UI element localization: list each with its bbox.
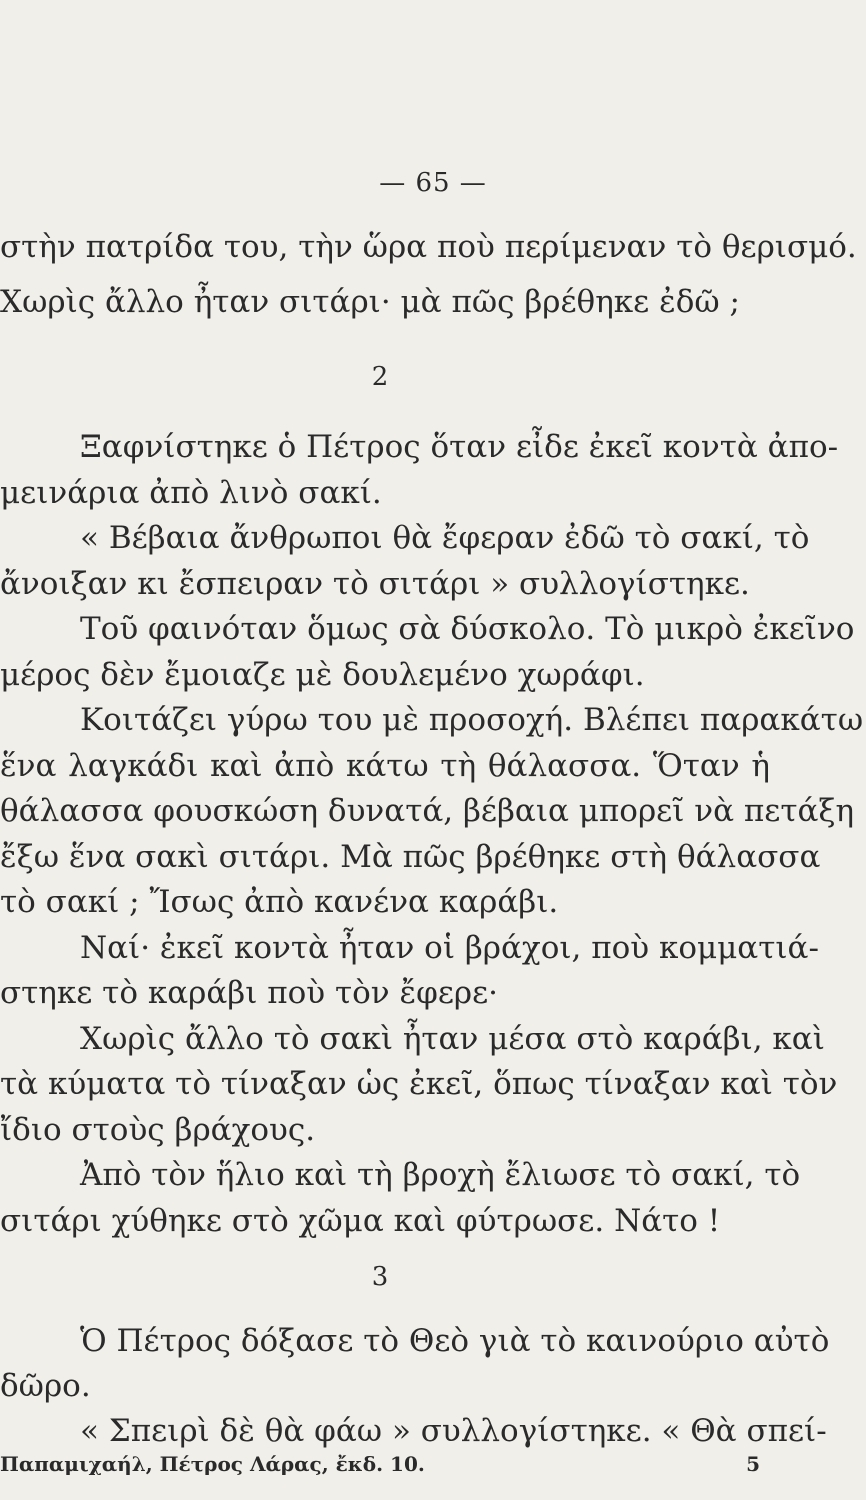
section-number: 2 xyxy=(371,362,389,392)
text-line: ἄνοιξαν κι ἔσπειραν τὸ σιτάρι » συλλογίστηκε. xyxy=(0,566,750,602)
text-line: σιτάρι χύθηκε στὸ χῶμα καὶ φύτρωσε. Νάτο ! xyxy=(0,1203,721,1239)
text-line: ἔξω ἕνα σακὶ σιτάρι. Μὰ πῶς βρέθηκε στὴ θάλασσα xyxy=(0,839,821,875)
text-line: τὰ κύματα τὸ τίναξαν ὡς ἐκεῖ, ὅπως τίναξαν καὶ τὸν xyxy=(0,1066,838,1102)
text-line: στὴν πατρίδα του, τὴν ὥρα ποὺ περίμεναν τὸ θερισμό. xyxy=(0,229,857,265)
footer-signature: 5 xyxy=(746,1452,760,1476)
text-line: « Βέβαια ἄνθρωποι θὰ ἔφεραν ἐδῶ τὸ σακί, τὸ xyxy=(80,520,810,556)
text-line: Ξαφνίστηκε ὁ Πέτρος ὅταν εἶδε ἐκεῖ κοντὰ ἀπο- xyxy=(80,429,839,465)
text-line: Ὁ Πέτρος δόξασε τὸ Θεὸ γιὰ τὸ καινούριο αὐτὸ xyxy=(80,1323,830,1359)
text-line: δῶρο. xyxy=(0,1368,91,1404)
text-line: ἴδιο στοὺς βράχους. xyxy=(0,1112,316,1148)
text-line: Ναί· ἐκεῖ κοντὰ ἦταν οἱ βράχοι, ποὺ κομματιά- xyxy=(80,930,819,966)
text-line: μέρος δὲν ἔμοιαζε μὲ δουλεμένο χωράφι. xyxy=(0,657,645,693)
text-line: στηκε τὸ καράβι ποὺ τὸν ἔφερε· xyxy=(0,975,499,1011)
text-line: τὸ σακί ; Ἴσως ἀπὸ κανένα καράβι. xyxy=(0,884,559,920)
text-line: θάλασσα φουσκώση δυνατά, βέβαια μπορεῖ νὰ πετάξη xyxy=(0,793,855,829)
text-line: « Σπειρὶ δὲ θὰ φάω » συλλογίστηκε. « Θὰ σπεί- xyxy=(80,1413,827,1449)
text-line: ἕνα λαγκάδι καὶ ἀπὸ κάτω τὴ θάλασσα. Ὅταν ἡ xyxy=(0,748,770,784)
text-line: Κοιτάζει γύρω του μὲ προσοχή. Βλέπει παρακάτω xyxy=(80,702,864,738)
text-line: Ἀπὸ τὸν ἥλιο καὶ τὴ βροχὴ ἔλιωσε τὸ σακί, τὸ xyxy=(80,1157,801,1193)
text-line: Χωρὶς ἄλλο ἦταν σιτάρι· μὰ πῶς βρέθηκε ἐδῶ ; xyxy=(0,284,740,320)
page-number: — 65 — xyxy=(379,168,487,198)
footer-source: Παπαμιχαήλ, Πέτρος Λάρας, ἔκδ. 10. xyxy=(0,1452,425,1476)
section-number: 3 xyxy=(371,1262,389,1292)
text-line: Χωρὶς ἄλλο τὸ σακὶ ἦταν μέσα στὸ καράβι, καὶ xyxy=(80,1021,825,1057)
text-line: Τοῦ φαινόταν ὅμως σὰ δύσκολο. Τὸ μικρὸ ἐκεῖνο xyxy=(80,611,855,647)
text-line: μεινάρια ἀπὸ λινὸ σακί. xyxy=(0,475,382,511)
